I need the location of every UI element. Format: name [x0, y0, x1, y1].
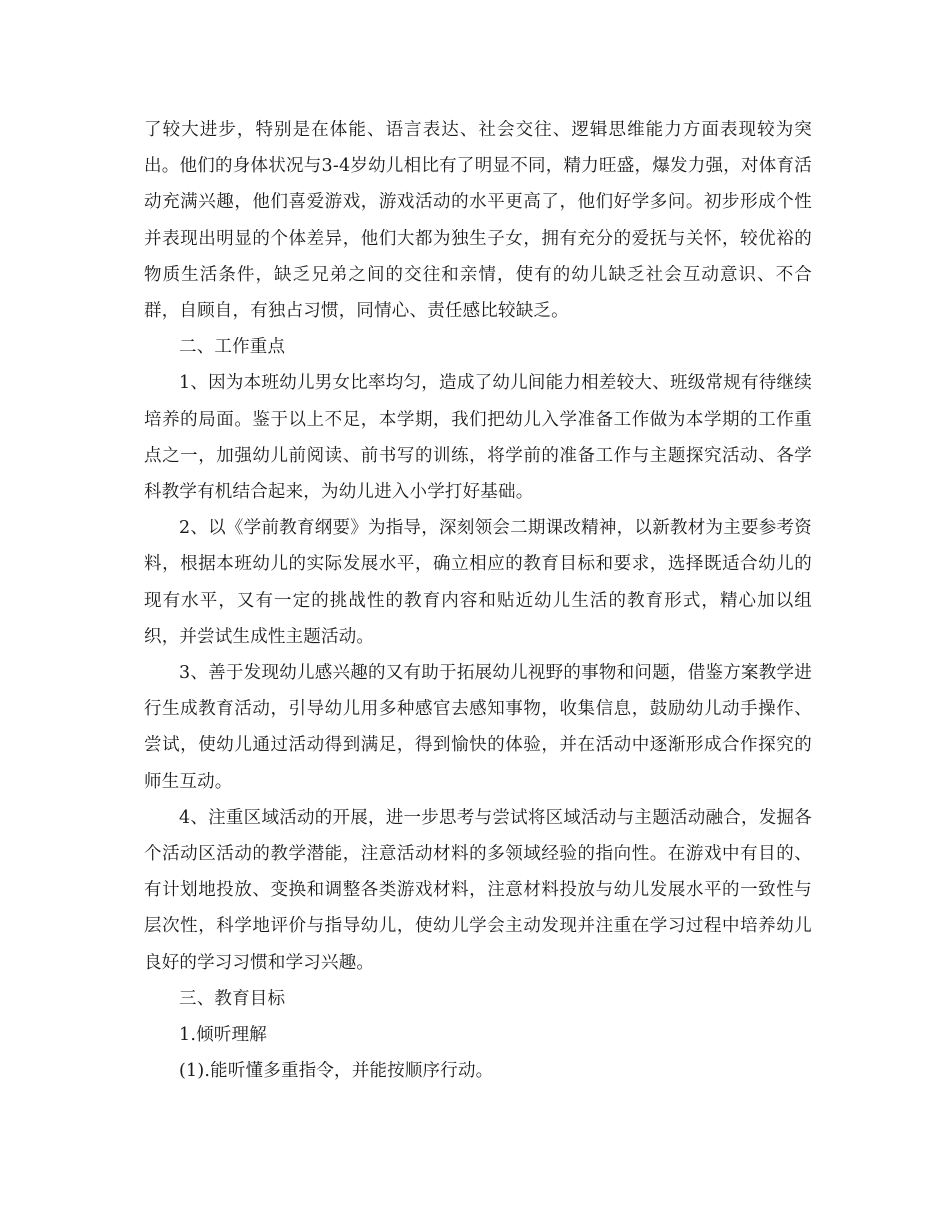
paragraph-children-development: 了较大进步，特别是在体能、语言表达、社会交往、逻辑思维能力方面表现较为突出。他们的身体状况与3-4岁幼儿相比有了明显不同，精力旺盛，爆发力强，对体育活动充满兴趣，他们喜爱游戏，游戏活动的水平更高了，他们好学多问。初步形成个性并表现出明显的个体差异，他们大都为独生子女，拥有充分的爱抚与关怀，较优裕的物质生活条件，缺乏兄弟之间的交往和亲情，使有的幼儿缺乏社会互动意识、不合群，自顾自，有独占习惯，同情心、责任感比较缺乏。: [144, 120, 812, 322]
subheading-listening: 1.倾听理解: [179, 1025, 267, 1046]
document-body: [144, 112, 812, 1089]
paragraph-focus-3: 3、善于发现幼儿感兴趣的又有助于拓展幼儿视野的事物和问题，借鉴方案教学进行生成教育活动，引导幼儿用多种感官去感知事物，收集信息，鼓励幼儿动手操作、尝试，使幼儿通过活动得到满足，得到愉快的体验，并在活动中逐渐形成合作探究的师生互动。: [144, 663, 812, 792]
heading-education-goals: 三、教育目标: [179, 988, 286, 1009]
paragraph-focus-4: 4、注重区域活动的开展，进一步思考与尝试将区域活动与主题活动融合，发掘各个活动区活动的教学潜能，注意活动材料的多领域经验的指向性。在游戏中有目的、有计划地投放、变换和调整各类游戏材料，注意材料投放与幼儿发展水平的一致性与层次性，科学地评价与指导幼儿，使幼儿学会主动发现并注重在学习过程中培养幼儿良好的学习习惯和学习兴趣。: [144, 807, 812, 973]
heading-work-focus: 二、工作重点: [179, 337, 286, 358]
paragraph-focus-2: 2、以《学前教育纲要》为指导，深刻领会二期课改精神，以新教材为主要参考资料，根据本班幼儿的实际发展水平，确立相应的教育目标和要求，选择既适合幼儿的现有水平，又有一定的挑战性的教育内容和贴近幼儿生活的教育形式，精心加以组织，并尝试生成性主题活动。: [144, 518, 812, 647]
paragraph-focus-1: 1、因为本班幼儿男女比率均匀，造成了幼儿间能力相差较大、班级常规有待继续培养的局面。鉴于以上不足，本学期，我们把幼儿入学准备工作做为本学期的工作重点之一，加强幼儿前阅读、前书写的训练，将学前的准备工作与主题探究活动、各学科教学有机结合起来，为幼儿进入小学打好基础。: [144, 373, 812, 503]
list-item-goal-1: (1).能听懂多重指令，并能按顺序行动。: [179, 1061, 494, 1082]
